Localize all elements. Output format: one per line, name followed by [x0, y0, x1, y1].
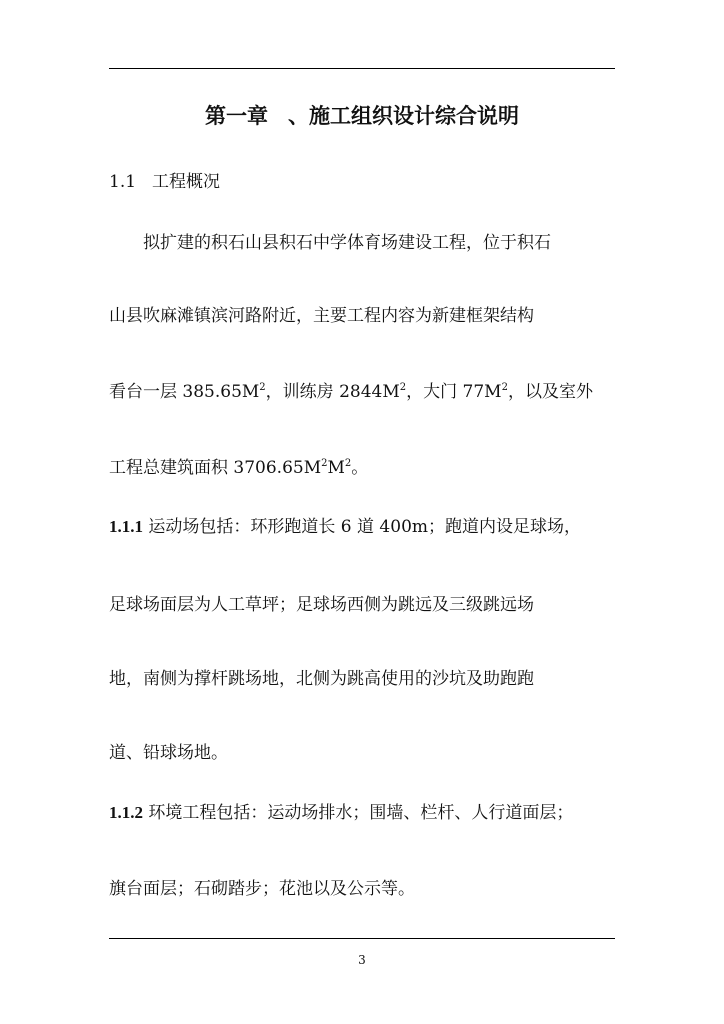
item-1-1-1-line-3: 地，南侧为撑杆跳场地，北侧为跳高使用的沙坑及助跑跑: [109, 669, 534, 689]
item-1-1-1-line-2: 足球场面层为人工草坪；足球场西侧为跳远及三级跳远场: [109, 595, 534, 615]
page-number: 3: [358, 953, 366, 967]
chapter-label: 第一章: [205, 104, 268, 128]
item-1-1-2-line-1: 1.1.2 环境工程包括：运动场排水；围墙、栏杆、人行道面层；: [109, 803, 574, 823]
item-1-1-2-line-2: 旗台面层；石砌踏步；花池以及公示等。: [109, 879, 415, 899]
section-number: 1.1: [109, 172, 137, 192]
overview-line-4: 工程总建筑面积 $3706.65M^2M^2$。: [109, 458, 369, 478]
overview-line-1: 拟扩建的积石山县积石中学体育场建设工程，位于积石: [143, 233, 551, 253]
item-number: 1.1.1: [109, 517, 143, 536]
item-1-1-1-line-4: 道、铅球场地。: [109, 743, 228, 763]
footer-rule: [109, 938, 615, 939]
section-heading: [109, 167, 220, 192]
chapter-title: [109, 100, 615, 130]
overview-line-2: 山县吹麻滩镇滨河路附近，主要工程内容为新建框架结构: [109, 306, 534, 326]
section-title: 工程概况: [152, 172, 221, 192]
item-1-1-1-line-1: 1.1.1 运动场包括：环形跑道长 6 道 400m；跑道内设足球场，: [109, 517, 582, 537]
item-number: 1.1.2: [109, 803, 143, 822]
chapter-title-text: 、施工组织设计综合说明: [288, 104, 519, 128]
overview-line-3: 看台一层 $385.65M^2$，训练房 $2844M^2$，大门 $77M^2$，以及室外: [109, 382, 593, 402]
header-rule: [109, 68, 615, 69]
